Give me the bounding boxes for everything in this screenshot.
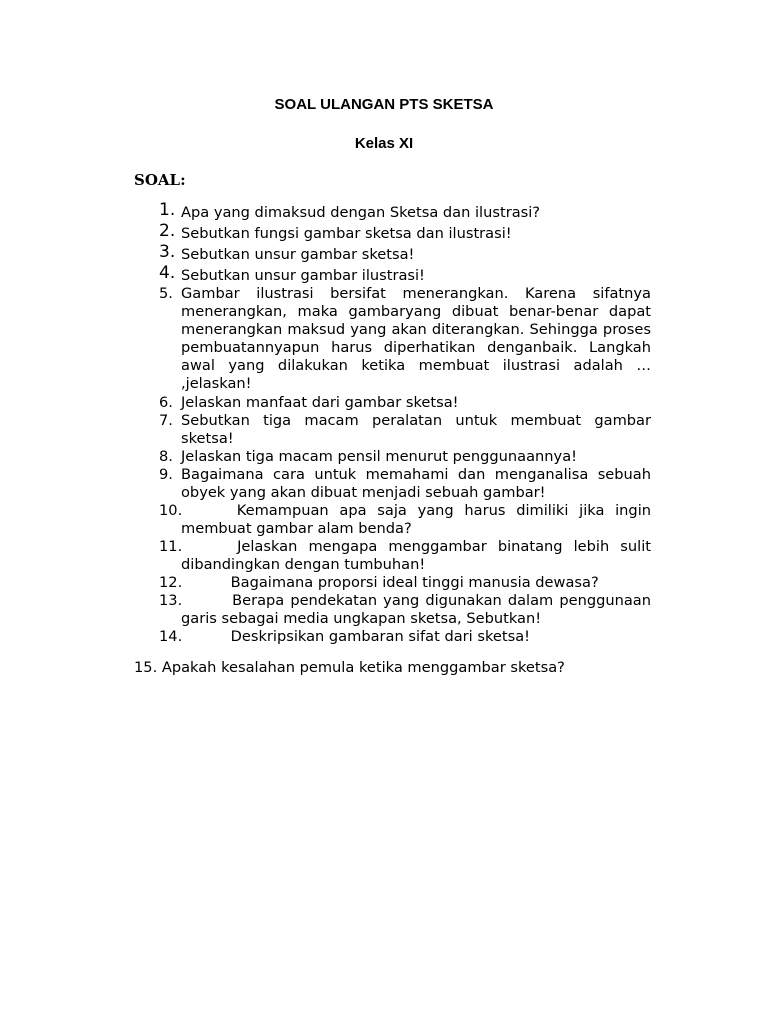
question-text: Bagaimana proporsi ideal tinggi manusia dewasa? — [230, 574, 599, 591]
question-number: 2. — [159, 221, 176, 241]
question-text: Berapa pendekatan yang digunakan dalam penggunaan garis sebagai media ungkapan sketsa, Sebutkan! — [181, 592, 652, 627]
question-number: 14. — [159, 628, 183, 645]
question-number: 5. — [159, 285, 173, 302]
question-number: 10. — [159, 502, 183, 519]
question-item — [159, 574, 651, 592]
last-question: 15. Apakah kesalahan pemula ketika menggambar sketsa? — [134, 659, 565, 676]
section-label: SOAL: — [134, 171, 186, 189]
question-text: Jelaskan mengapa menggambar binatang lebih sulit dibandingkan dengan tumbuhan! — [181, 538, 651, 573]
question-text: Sebutkan unsur gambar ilustrasi! — [181, 267, 425, 284]
question-number: 6. — [159, 394, 173, 411]
question-item — [159, 628, 651, 646]
question-number: 9. — [159, 466, 173, 483]
question-text: Jelaskan manfaat dari gambar sketsa! — [181, 394, 459, 411]
question-text: Deskripsikan gambaran sifat dari sketsa! — [230, 628, 531, 645]
document-title: SOAL ULANGAN PTS SKETSA — [274, 96, 494, 113]
question-text: Sebutkan tiga macam peralatan untuk membuat gambar sketsa! — [181, 412, 651, 447]
question-number: 12. — [159, 574, 183, 591]
question-number: 4. — [159, 263, 176, 283]
question-text: Gambar ilustrasi bersifat menerangkan. Karena sifatnya menerangkan, maka gambaryang dibuat benar-benar dapat menerangkan maksud yang akan diterangkan. Sehingga proses pembuatannyapun harus diperhatikan denganbaik. Langkah awal yang dilakukan ketika membuat ilustrasi adalah … ,jelaskan! — [181, 285, 651, 392]
question-number: 1. — [159, 200, 176, 220]
question-number: 8. — [159, 448, 173, 465]
question-text: Sebutkan fungsi gambar sketsa dan ilustrasi! — [181, 225, 512, 242]
class-label: Kelas XI — [354, 135, 414, 152]
question-number: 7. — [159, 412, 173, 429]
question-text: Bagaimana cara untuk memahami dan menganalisa sebuah obyek yang akan dibuat menjadi sebuah gambar! — [181, 466, 651, 501]
question-text: Apa yang dimaksud dengan Sketsa dan ilustrasi? — [181, 204, 541, 221]
question-text: Jelaskan tiga macam pensil menurut penggunaannya! — [181, 448, 577, 465]
question-number: 3. — [159, 242, 176, 262]
question-item — [159, 592, 651, 628]
question-number: 11. — [159, 538, 183, 555]
question-text: Kemampuan apa saja yang harus dimiliki jika ingin membuat gambar alam benda? — [181, 502, 652, 537]
question-item — [159, 538, 651, 574]
question-text: Sebutkan unsur gambar sketsa! — [181, 246, 415, 263]
question-item — [159, 502, 651, 538]
question-number: 13. — [159, 592, 183, 609]
